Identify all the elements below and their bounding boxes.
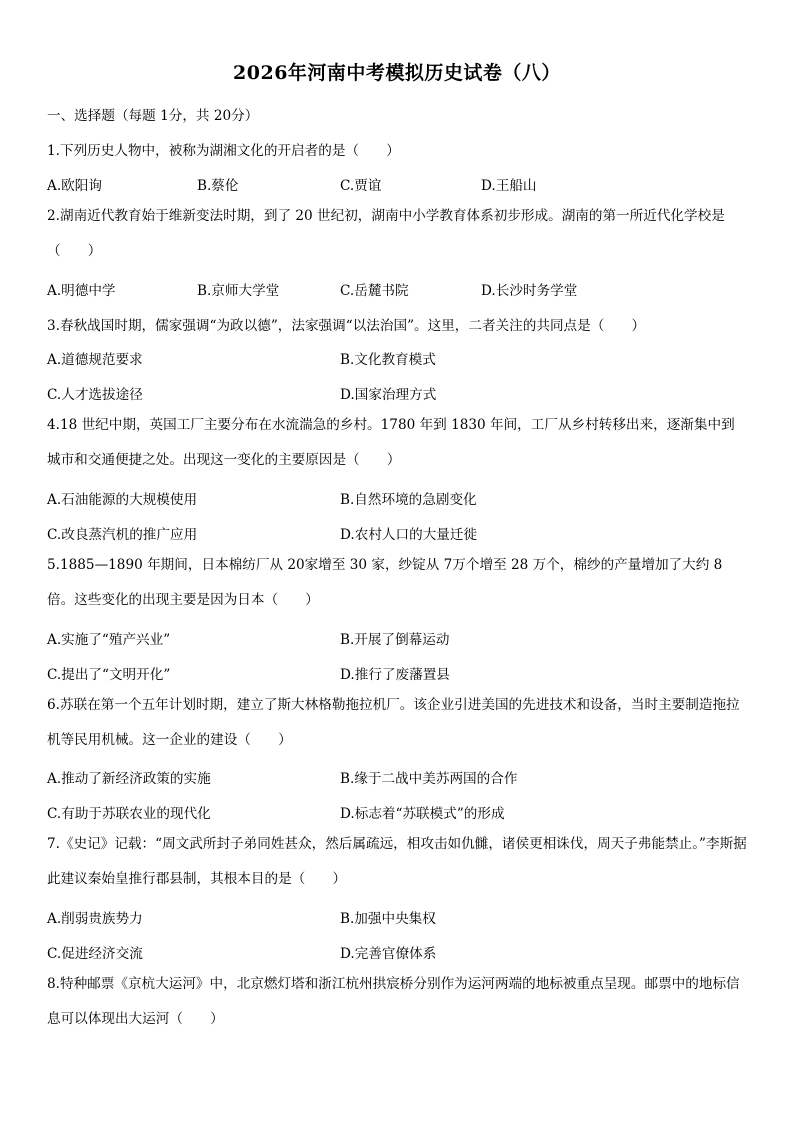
option-d: D.国家治理方式: [340, 387, 437, 403]
option-a: A.欧阳询: [47, 178, 102, 194]
option-c: C.有助于苏联农业的现代化: [47, 806, 211, 822]
option-d: D.标志着“苏联模式”的形成: [340, 806, 505, 822]
question-stem: 1.下列历史人物中，被称为湖湘文化的开启者的是（ ）: [47, 143, 400, 159]
question-stem: 5.1885—1890 年期间，日本棉纺厂从 20家增至 30 家，纱锭从 7万个增至 28 万个，棉纱的产量增加了大约 8 倍。这些变化的出现主要是因为日本（ ）: [47, 557, 723, 608]
option-a: A.道德规范要求: [47, 352, 143, 368]
option-a: A.推动了新经济政策的实施: [47, 771, 211, 787]
option-c: C.改良蒸汽机的推广应用: [47, 527, 198, 543]
option-c: C.贾谊: [340, 178, 382, 194]
option-b: B.文化教育模式: [340, 352, 436, 368]
option-c: C.促进经济交流: [47, 946, 143, 962]
option-c: C.人才选拔途径: [47, 387, 143, 403]
option-d: D.农村人口的大量迁徙: [340, 527, 478, 543]
question-stem: 3.春秋战国时期，儒家强调“为政以德”，法家强调“以法治国”。这里，二者关注的共同点是（ ）: [47, 318, 646, 334]
question-stem: 2.湖南近代教育始于维新变法时期，到了 20 世纪初，湖南中小学教育体系初步形成。湖南的第一所近代化学校是（ ）: [47, 208, 725, 259]
option-b: B.开展了倒幕运动: [340, 632, 450, 648]
option-b: B.蔡伦: [197, 178, 239, 194]
option-a: A.明德中学: [47, 283, 116, 299]
option-d: D.长沙时务学堂: [481, 283, 578, 299]
page-title: 2026年河南中考模拟历史试卷（八）: [233, 62, 561, 84]
option-a: A.石油能源的大规模使用: [47, 492, 198, 508]
question-stem: 8.特种邮票《京杭大运河》中，北京燃灯塔和浙江杭州拱宸桥分别作为运河两端的地标被重点呈现。邮票中的地标信息可以体现出大运河（ ）: [47, 976, 740, 1027]
option-b: B.缘于二战中美苏两国的合作: [340, 771, 518, 787]
option-c: C.提出了“文明开化”: [47, 667, 171, 683]
option-b: B.加强中央集权: [340, 911, 436, 927]
question-stem: 4.18 世纪中期，英国工厂主要分布在水流湍急的乡村。1780 年到 1830 年间，工厂从乡村转移出来，逐渐集中到城市和交通便捷之处。出现这一变化的主要原因是（ ）: [47, 417, 735, 468]
option-c: C.岳麓书院: [340, 283, 409, 299]
question-stem: 6.苏联在第一个五年计划时期，建立了斯大林格勒拖拉机厂。该企业引进美国的先进技术和设备，当时主要制造拖拉机等民用机械。这一企业的建设（ ）: [47, 697, 740, 748]
section-heading: 一、选择题（每题 1分，共 20分）: [47, 108, 259, 124]
option-a: A.实施了“殖产兴业”: [47, 632, 171, 648]
option-a: A.削弱贵族势力: [47, 911, 143, 927]
option-b: B.自然环境的急剧变化: [340, 492, 477, 508]
option-d: D.王船山: [481, 178, 537, 194]
option-b: B.京师大学堂: [197, 283, 280, 299]
option-d: D.完善官僚体系: [340, 946, 437, 962]
question-stem: 7.《史记》记载：“周文武所封子弟同姓甚众，然后属疏远，相攻击如仇雠，诸侯更相诛伐，周天子弗能禁止。”李斯据此建议秦始皇推行郡县制，其根本目的是（ ）: [47, 836, 747, 887]
option-d: D.推行了废藩置县: [340, 667, 450, 683]
